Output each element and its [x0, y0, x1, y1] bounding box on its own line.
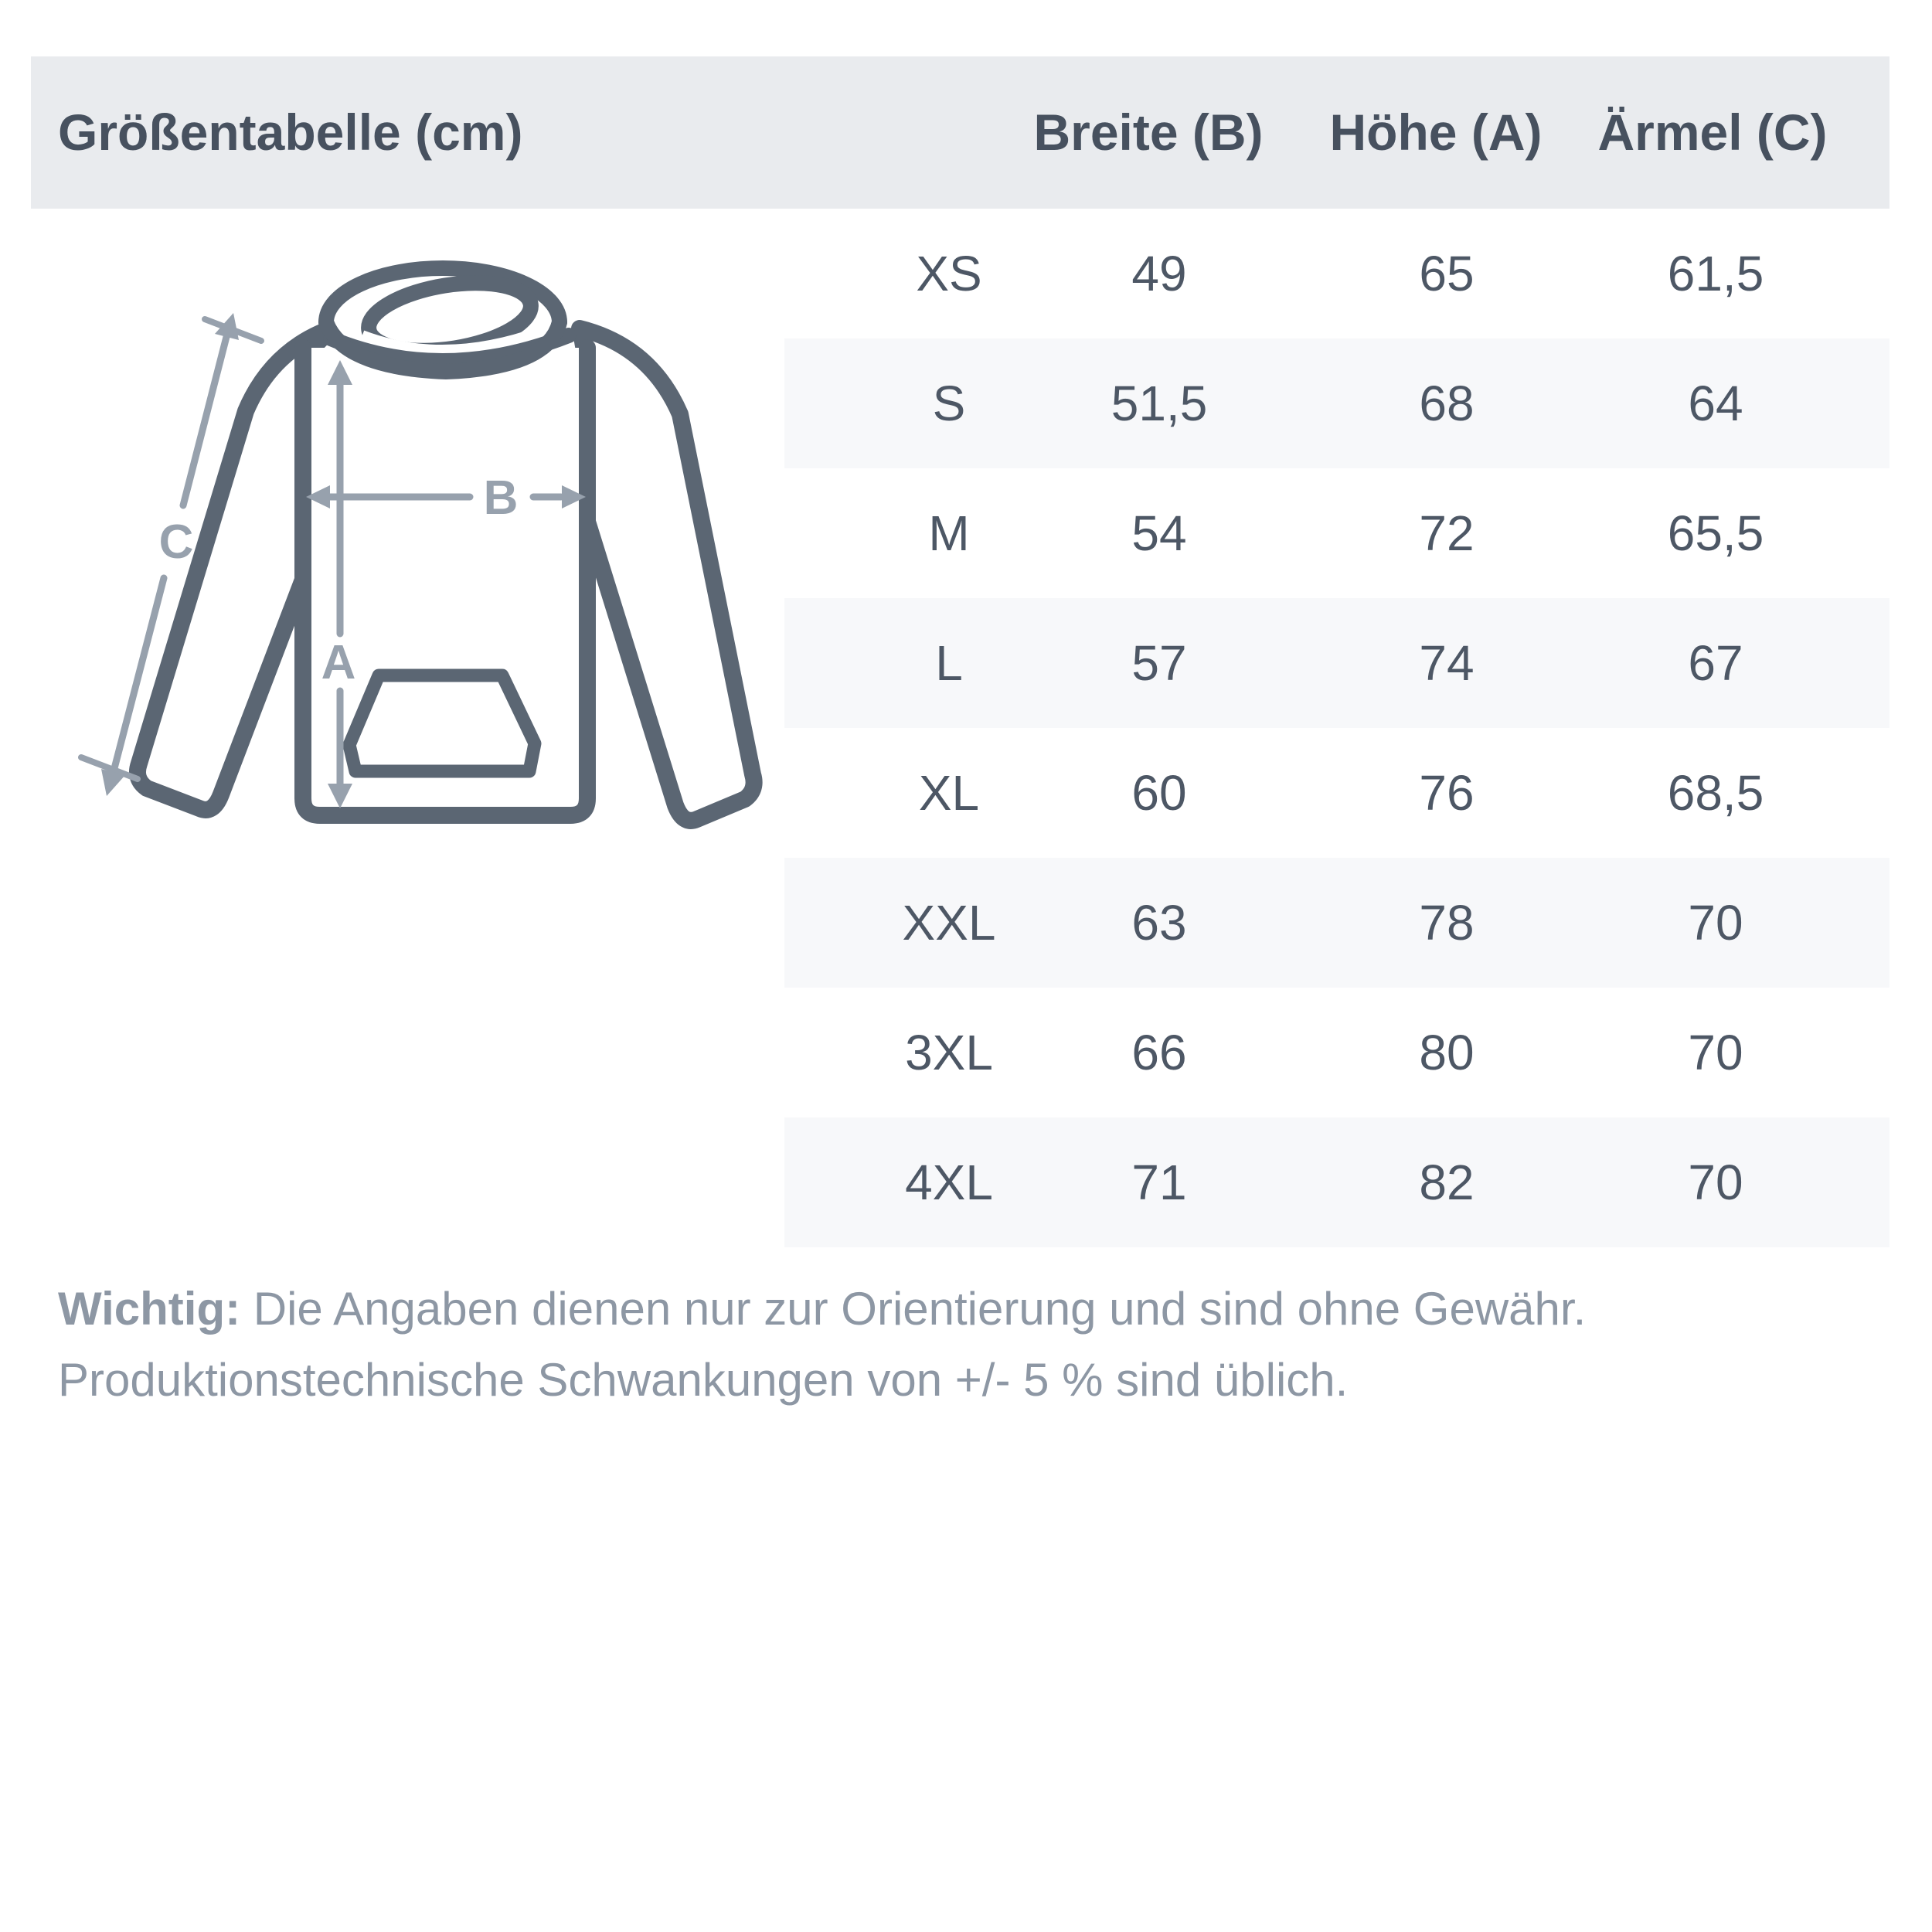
- column-header-breite: Breite (B): [1033, 104, 1264, 161]
- size-label: 4XL: [905, 1155, 993, 1210]
- size-label: S: [932, 376, 966, 431]
- footer-line-1: [58, 1274, 1828, 1345]
- hoodie-measurement-diagram: [46, 216, 804, 896]
- breite-value: 66: [1131, 1025, 1187, 1080]
- measure-label-a: A: [321, 636, 356, 689]
- table-header-bar: [31, 56, 1889, 209]
- aermel-value: 70: [1688, 895, 1743, 951]
- hoehe-value: 76: [1419, 765, 1475, 821]
- table-row: [784, 858, 1889, 988]
- table-row: [784, 338, 1889, 468]
- page-title: Größentabelle (cm): [58, 104, 523, 161]
- size-label: M: [928, 505, 970, 561]
- breite-value: 63: [1131, 895, 1187, 951]
- size-label: 3XL: [905, 1025, 993, 1080]
- aermel-value: 64: [1688, 376, 1743, 431]
- breite-value: 71: [1131, 1155, 1187, 1210]
- measure-label-c: C: [158, 515, 194, 569]
- aermel-value: 68,5: [1667, 765, 1764, 821]
- size-label: XS: [916, 246, 982, 301]
- breite-value: 51,5: [1111, 376, 1208, 431]
- table-row: [784, 728, 1889, 858]
- aermel-value: 67: [1688, 635, 1743, 691]
- table-row: [784, 468, 1889, 598]
- table-row: [784, 1117, 1889, 1247]
- size-label: XL: [918, 765, 980, 821]
- column-header-aermel: Ärmel (C): [1597, 104, 1828, 161]
- footer-line-2: Produktionstechnische Schwankungen von +/- 5 % sind üblich.: [58, 1354, 1349, 1406]
- hoehe-value: 74: [1419, 635, 1475, 691]
- breite-value: 60: [1131, 765, 1187, 821]
- table-row: [784, 988, 1889, 1117]
- size-label: XXL: [902, 895, 996, 951]
- breite-value: 49: [1131, 246, 1187, 301]
- table-row: [784, 209, 1889, 338]
- hoehe-value: 80: [1419, 1025, 1475, 1080]
- aermel-value: 70: [1688, 1155, 1743, 1210]
- hoodie-pocket: [349, 675, 535, 771]
- hoehe-value: 68: [1419, 376, 1475, 431]
- hoodie-right-sleeve: [580, 328, 754, 821]
- aermel-value: 65,5: [1667, 505, 1764, 561]
- hoehe-value: 65: [1419, 246, 1475, 301]
- table-row: [784, 598, 1889, 728]
- breite-value: 54: [1131, 505, 1187, 561]
- hoehe-value: 72: [1419, 505, 1475, 561]
- footer-note: [58, 1274, 1828, 1416]
- breite-value: 57: [1131, 635, 1187, 691]
- hoehe-value: 78: [1419, 895, 1475, 951]
- size-label: L: [935, 635, 963, 691]
- footer-important-label: Wichtig:: [58, 1283, 241, 1335]
- hoehe-value: 82: [1419, 1155, 1475, 1210]
- measure-label-b: B: [483, 471, 519, 525]
- aermel-value: 61,5: [1667, 246, 1764, 301]
- aermel-value: 70: [1688, 1025, 1743, 1080]
- footer-line-1-text: Die Angaben dienen nur zur Orientierung und sind ohne Gewähr.: [253, 1283, 1587, 1335]
- column-header-hoehe: Höhe (A): [1329, 104, 1543, 161]
